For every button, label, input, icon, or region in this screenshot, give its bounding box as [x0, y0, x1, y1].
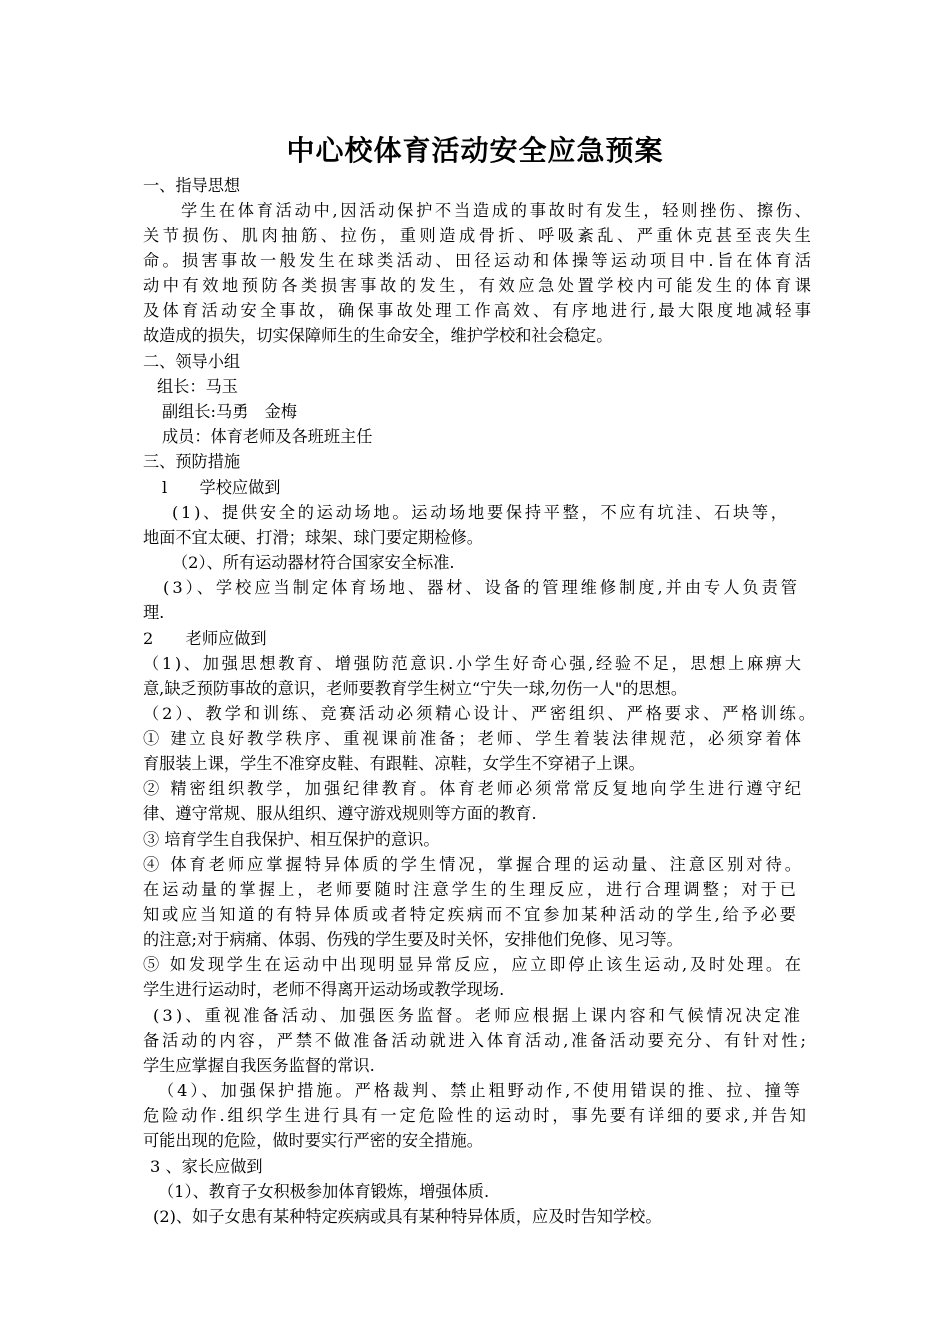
body-line: 3 、家长应做到 [150, 1157, 263, 1176]
body-line: 备活动的内容，严禁不做准备活动就进入体育活动,准备活动要充分、有针对性; [143, 1031, 809, 1050]
body-line: 故造成的损失，切实保障师生的生命安全，维护学校和社会稳定。 [143, 326, 613, 345]
body-line: （2）、所有运动器材符合国家安全标准. [172, 553, 455, 572]
body-line: 动中有效地预防各类损害事故的发生，有效应急处置学校内可能发生的体育课 [143, 276, 815, 295]
body-line: （4）、加强保护措施。严格裁判、禁止粗野动作,不使用错误的推、拉、撞等 [158, 1081, 803, 1100]
body-line: 知或应当知道的有特异体质或者特定疾病而不宜参加某种活动的学生,给予必要 [143, 905, 799, 924]
body-line: 的注意;对于病痛、体弱、伤残的学生要及时关怀，安排他们免修、见习等。 [143, 930, 683, 949]
body-line: 学生在体育活动中,因活动保护不当造成的事故时有发生，轻则挫伤、擦伤、 [181, 201, 814, 220]
body-line: （2）、教学和训练、竞赛活动必须精心设计、严密组织、严格要求、严格训练。 [143, 704, 818, 723]
body-line: 2 老师应做到 [143, 629, 267, 648]
body-line: (3）、学校应当制定体育场地、器材、设备的管理维修制度,并由专人负责管 [163, 578, 800, 597]
body-line: 育服装上课，学生不准穿皮鞋、有跟鞋、凉鞋，女学生不穿裙子上课。 [143, 754, 645, 773]
body-line: ⑤ 如发现学生在运动中出现明显异常反应，应立即停止该生运动,及时处理。在 [143, 955, 804, 974]
body-line: 组长：马玉 [157, 377, 238, 396]
body-line: ③ 培育学生自我保护、相互保护的意识。 [143, 830, 440, 849]
body-line: 及体育活动安全事故，确保事故处理工作高效、有序地进行,最大限度地减轻事 [143, 301, 815, 320]
body-line: 学生应掌握自我医务监督的常识. [143, 1056, 375, 1075]
body-line: 副组长:马勇 金梅 [162, 402, 297, 421]
body-line: 命。损害事故一般发生在球类活动、田径运动和体操等运动项目中.旨在体育活 [143, 251, 815, 270]
body-line: 危险动作.组织学生进行具有一定危险性的运动时，事先要有详细的要求,并告知 [143, 1106, 809, 1125]
body-line: 一、指导思想 [143, 176, 241, 195]
body-line: (2)、如子女患有某种特定疾病或具有某种特异体质，应及时告知学校。 [153, 1207, 662, 1226]
body-line: 律、遵守常规、服从组织、遵守游戏规则等方面的教育. [143, 804, 537, 823]
body-line: ② 精密组织教学，加强纪律教育。体育老师必须常常反复地向学生进行遵守纪 [143, 779, 805, 798]
body-line: 意,缺乏预防事故的意识，老师要教育学生树立“宁失一球,勿伤一人"的思想。 [143, 679, 688, 698]
body-line: 地面不宜太硬、打滑；球架、球门要定期检修。 [143, 528, 483, 547]
body-line: (1)、提供安全的运动场地。运动场地要保持平整，不应有坑洼、石块等， [172, 503, 790, 522]
body-line: l 学校应做到 [162, 478, 281, 497]
body-line: ④ 体育老师应掌握特异体质的学生情况，掌握合理的运动量、注意区别对待。 [143, 855, 805, 874]
body-line: 关节损伤、肌肉抽筋、拉伤，重则造成骨折、呼吸紊乱、严重休克甚至丧失生 [143, 226, 815, 245]
body-line: 成员：体育老师及各班班主任 [162, 427, 373, 446]
body-line: 二、领导小组 [143, 352, 241, 371]
body-line: 理. [143, 603, 165, 622]
body-line: （1）、教育子女积极参加体育锻炼，增强体质. [158, 1182, 490, 1201]
body-line: （1)、加强思想教育、增强防范意识.小学生好奇心强,经验不足，思想上麻痹大 [143, 654, 804, 673]
document-title: 中心校体育活动安全应急预案 [286, 134, 664, 167]
body-line: 三、预防措施 [143, 452, 241, 471]
body-line: (3)、重视准备活动、加强医务监督。老师应根据上课内容和气候情况决定准 [153, 1006, 804, 1025]
body-line: 学生进行运动时，老师不得离开运动场或教学现场. [143, 980, 505, 999]
body-line: 在运动量的掌握上，老师要随时注意学生的生理反应，进行合理调整；对于已 [143, 880, 800, 899]
body-line: 可能出现的危险，做时要实行严密的安全措施。 [143, 1131, 483, 1150]
body-line: ① 建立良好教学秩序、重视课前准备；老师、学生着装法律规范，必须穿着体 [143, 729, 805, 748]
